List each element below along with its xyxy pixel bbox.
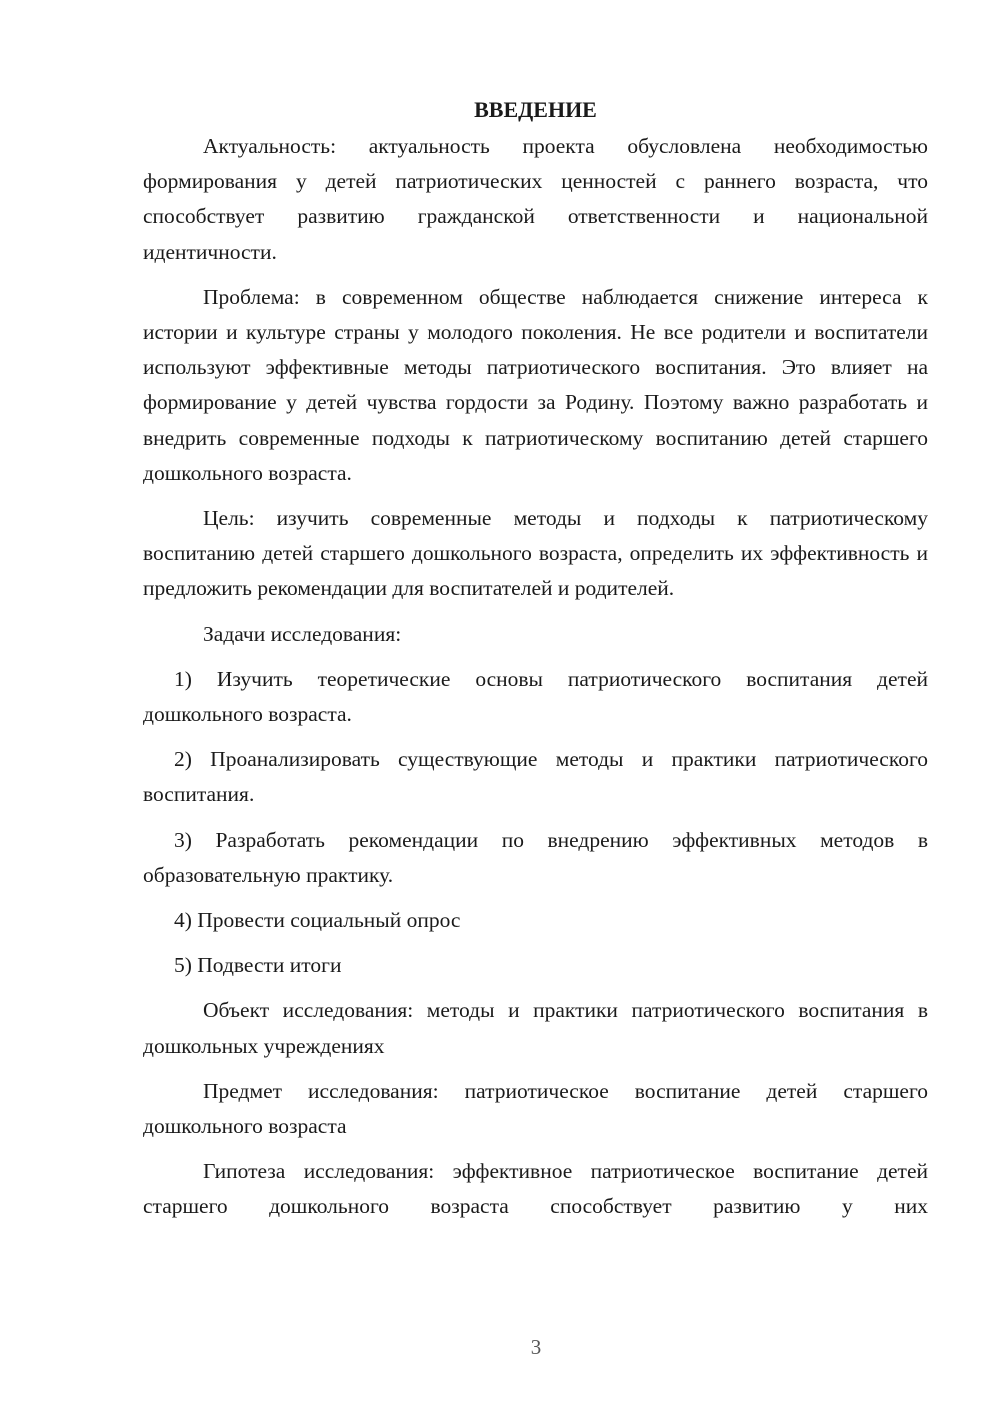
task-item-5: 5) Подвести итоги	[174, 953, 342, 978]
page-number: 3	[530, 1335, 542, 1359]
paragraph-relevance: Актуальность: актуальность проекта обусловлена необходимостью формирования у детей патриотических ценностей с раннего возраста, что способствует развитию гражданской ответственности и национальной идентичности.	[143, 134, 928, 264]
section-title: ВВЕДЕНИЕ	[474, 97, 597, 122]
paragraph-problem: Проблема: в современном обществе наблюдается снижение интереса к истории и культуре страны у молодого поколения. Не все родители и воспитатели используют эффективные методы патриотического воспитания. Это влияет на формирование у детей чувства гордости за Родину. Поэтому важно разработать и внедрить современные подходы к патриотическому воспитанию детей старшего дошкольного возраста.	[143, 284, 928, 485]
task-item-2: 2) Проанализировать существующие методы и практики патриотического воспитания.	[143, 747, 928, 807]
document-page	[143, 92, 928, 1235]
paragraph-hypothesis: Гипотеза исследования: эффективное патриотическое воспитание детей старшего дошкольного возраста способствует развитию у них	[143, 1159, 928, 1219]
paragraph-object: Объект исследования: методы и практики патриотического воспитания в дошкольных учреждениях	[143, 998, 928, 1058]
task-item-4: 4) Провести социальный опрос	[174, 908, 461, 933]
task-item-1: 1) Изучить теоретические основы патриотического воспитания детей дошкольного возраста.	[143, 666, 928, 727]
paragraph-tasks-heading: Задачи исследования:	[203, 621, 402, 646]
paragraph-subject: Предмет исследования: патриотическое воспитание детей старшего дошкольного возраста	[143, 1078, 928, 1139]
task-item-3: 3) Разработать рекомендации по внедрению эффективных методов в образовательную практику.	[143, 827, 928, 887]
paragraph-goal: Цель: изучить современные методы и подходы к патриотическому воспитанию детей старшего дошкольного возраста, определить их эффективность и предложить рекомендации для воспитателей и родителей.	[143, 506, 928, 601]
